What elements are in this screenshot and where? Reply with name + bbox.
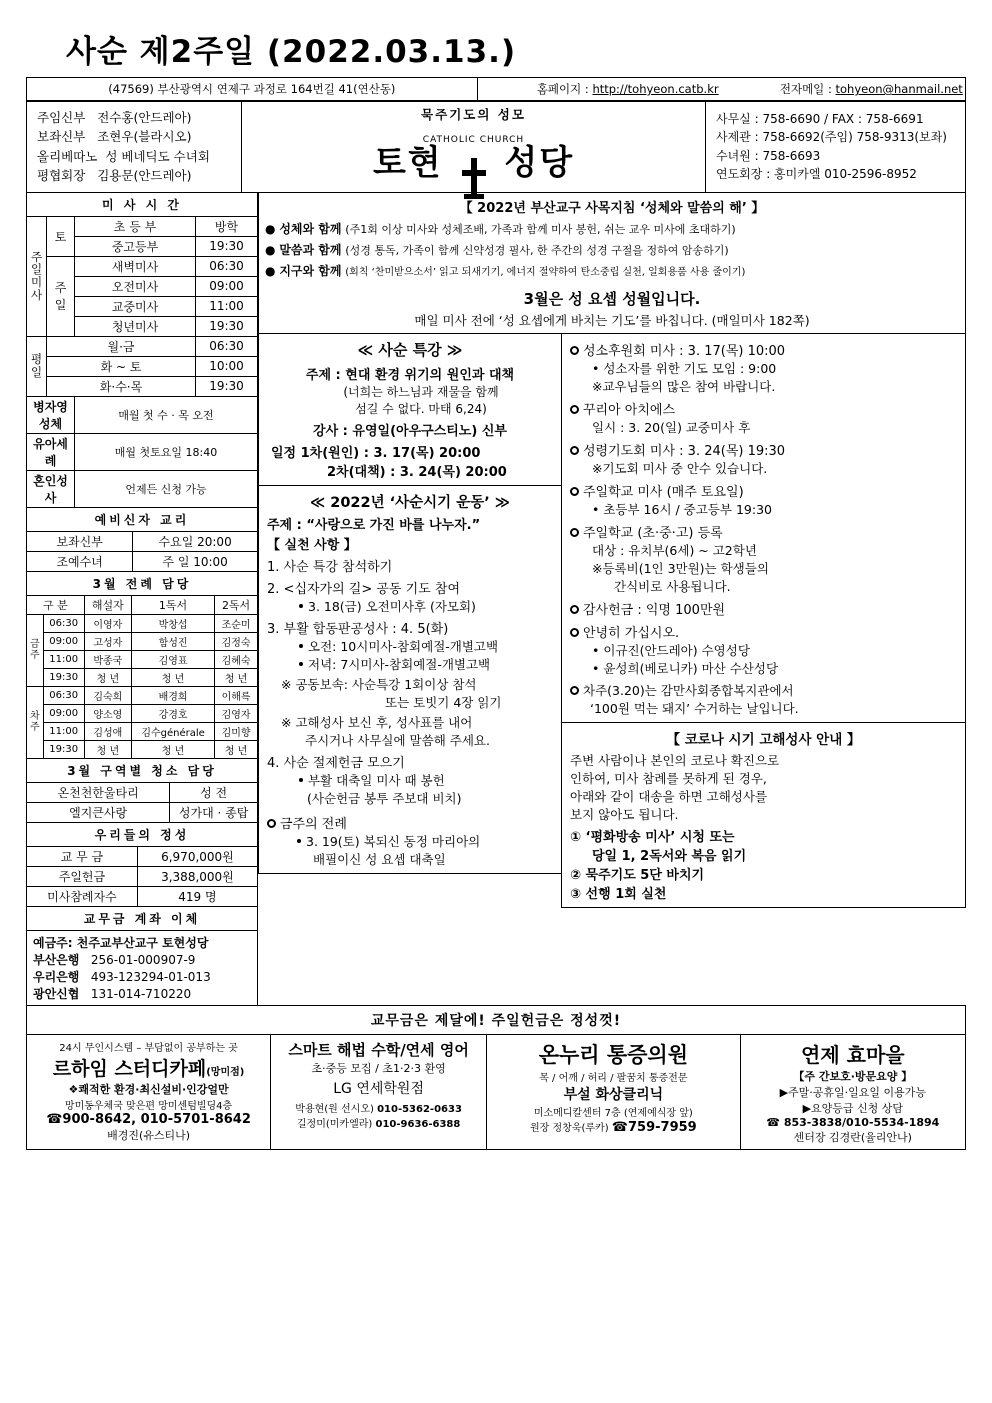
sun-label: 주일: [47, 256, 75, 336]
mass-name: 청년미사: [75, 316, 196, 336]
announcement-sub: 일시 : 3. 20(일) 교중미사 후: [592, 419, 751, 435]
contact-value: 758-6693: [762, 148, 821, 163]
lent-lecture-sched1: 일정 1차(원인) : 3. 17(목) 20:00: [271, 445, 481, 461]
campaign-note: 또는 토빗기 4장 읽기: [385, 694, 502, 710]
mass-time: 09:00: [196, 276, 258, 296]
item-number: ②: [570, 867, 582, 883]
right-column: [258, 193, 966, 1006]
bank-body: [27, 930, 258, 1005]
duty-time: 19:30: [43, 668, 84, 686]
corona-line: 아래와 같이 대송을 하면 고해성사를: [570, 788, 768, 804]
duty-c1: 김숙희: [84, 686, 131, 704]
pastoral-text: (회칙 ‘찬미받으소서’ 읽고 되새기기, 에너지 절약하여 탄소중립 실천, 일회용품 사용 줄이기): [345, 267, 746, 279]
staff-row: [37, 166, 237, 185]
ad-name: 연제 효마을: [801, 1042, 905, 1067]
item-number: ③: [570, 886, 582, 902]
pastoral-item: ● 성체와 함께 (주1회 이상 미사와 성체조배, 가족과 함께 미사 봉헌, 쉬는 교우 미사에 초대하기): [265, 221, 736, 236]
announcement-item: [570, 395, 959, 418]
pastoral-lead: 성체와 함께: [279, 221, 342, 236]
contact-label: 연도회장: [716, 167, 763, 182]
logo-graphic: [245, 135, 702, 189]
announcement-title: 주일학교 미사 (매주 토요일): [583, 484, 744, 500]
banner-table: [26, 1005, 966, 1035]
lent-lecture-quote2: 섬길 수 없다. 마태 6,24): [355, 401, 487, 416]
ad-person: 센터장 김경란(율리안나): [793, 1130, 912, 1144]
col-header: 해설자: [84, 595, 131, 614]
sub-text: 오전: 10시미사-참회예절-개별고백: [308, 638, 499, 654]
lent-campaign-topic: 주제 : “사랑으로 가진 바를 나누자.”: [267, 517, 481, 533]
announcement-title: 성령기도회 미사 : 3. 24(목) 19:30: [583, 443, 786, 459]
duty-c3: 김정숙: [215, 632, 258, 650]
cleaning-zone: 엘지큰사랑: [27, 802, 170, 822]
logo-right-text: 성당: [504, 142, 575, 183]
staff-name: 김용문(안드레아): [97, 168, 192, 184]
ad-contact: [274, 1115, 483, 1130]
ads-table: [26, 1034, 966, 1150]
sat-label: 토: [47, 216, 75, 256]
pastoral-table: [258, 193, 966, 334]
staff-role: 주임신부: [37, 110, 86, 125]
staff-row: [37, 108, 237, 127]
liturgy-duty-head: 3월 전례 담당: [27, 571, 258, 595]
lent-campaign-box: [258, 485, 562, 874]
staff-row: [37, 127, 237, 146]
extra-name: 병자영성체: [27, 396, 75, 433]
duty-time: 11:00: [43, 722, 84, 740]
pastoral-item: ● 지구와 함께 (회칙 ‘찬미받으소서’ 읽고 되새기기, 에너지 절약하여 탄소중립 실천, 일회용품 사용 줄이기): [265, 264, 746, 279]
email-label: 전자메일 :: [779, 82, 832, 96]
ad-name-sub: (망미점): [206, 1066, 245, 1078]
announcement-item: [570, 595, 959, 618]
duty-c2: 청 년: [131, 740, 214, 758]
banner-text: 교무금은 제달에! 주일헌금은 정성껏!: [27, 1005, 966, 1034]
corona-item: [570, 823, 957, 845]
announcement-item: [570, 677, 959, 699]
church-logo: [242, 102, 706, 193]
contact-row: 사제관 : 758-6692(주임) 758-9313(보좌): [716, 130, 947, 145]
announcement-item: [570, 339, 959, 359]
announcement-sub: • 초등부 16시 / 중고등부 19:30: [592, 501, 772, 517]
bank-head: 교무금 계좌 이체: [27, 906, 258, 930]
pastoral-text: (성경 통독, 가족이 함께 신약성경 필사, 한 주간의 성경 구절을 정하여 암송하기): [345, 243, 729, 257]
announcement-item: [570, 518, 959, 541]
extra-name: 혼인성사: [27, 470, 75, 507]
bank-name: 부산은행: [33, 952, 80, 967]
mass-time: 11:00: [196, 296, 258, 316]
bank-number: 493-123294-01-013: [90, 969, 211, 984]
contact-row: 사무실 : 758-6690 / FAX : 758-6691: [716, 111, 924, 126]
announcements-box: [561, 333, 966, 723]
catechumen-value: 주 일 10:00: [133, 551, 258, 571]
masthead: [26, 101, 966, 193]
extra-value: 매월 첫 수 · 목 오전: [75, 396, 258, 433]
contact-row: 수녀원 : 758-6693: [716, 148, 821, 163]
ad-clinic: [487, 1034, 741, 1149]
corona-head: 【 코로나 시기 고해성사 안내 】: [666, 731, 861, 748]
bank-row: [33, 951, 251, 968]
announcements-column: [561, 333, 966, 908]
ad-contact-phone[interactable]: 010-5362-0633: [377, 1103, 462, 1115]
mass-time: 19:30: [196, 236, 258, 256]
campaign-note: ※ 고해성사 보신 후, 성사표를 내어: [281, 714, 473, 730]
announcement-sub: ※등록비(1인 3만원)는 학생들의: [592, 560, 769, 576]
catechumen-head: 예비신자 교리: [27, 507, 258, 531]
announcement-item: [570, 477, 959, 500]
item-text: 부활 합동판공성사 : 4. 5(화): [283, 621, 449, 637]
lent-lecture-box: [258, 333, 562, 486]
offering-value: 419 명: [137, 886, 257, 906]
item-text: <십자가의 길> 공동 기도 참여: [283, 581, 460, 597]
ad-contact-name: 길정미(미카엘라): [296, 1118, 373, 1130]
ad-name-text: 르하임 스터디카페: [52, 1057, 207, 1080]
announcement-title: 감사헌금 : 익명 100만원: [583, 602, 726, 618]
lent-lecture-quote1: (너희는 하느님과 재물을 함께: [343, 384, 499, 399]
practice-item: [267, 575, 553, 597]
logo-left-text: 토현: [372, 142, 443, 183]
ad-line3: 미소메디칼센터 7층 (연제예식장 앞): [533, 1107, 693, 1119]
duty-c2: 김수généralе: [131, 722, 214, 740]
staff-name: 전수홍(안드레아): [97, 110, 192, 125]
contact-label: 수녀원: [716, 148, 751, 163]
practice-sub: [267, 597, 553, 615]
logo-caption: 묵주기도의 성모: [421, 106, 526, 122]
announcement-sub: ※기도회 미사 중 안수 있습니다.: [592, 460, 768, 476]
col-header: 구 분: [27, 595, 85, 614]
bank-name: 우리은행: [33, 969, 80, 984]
announcement-title: 성소후원회 미사 : 3. 17(목) 10:00: [583, 343, 786, 359]
staff-name: 성 베네딕도 수녀회: [105, 148, 210, 164]
ad-line2: LG 연세학원점: [333, 1080, 424, 1097]
practice-sub: [267, 771, 553, 789]
duty-c3: 청 년: [215, 668, 258, 686]
ad-top: 24시 무인시스템 – 부담없이 공부하는 곳: [59, 1042, 238, 1054]
catechumen-name: 조예수녀: [27, 551, 133, 571]
offering-table: [26, 822, 258, 907]
ad-line2: 망미동우체국 맞은편 망미센텀빌딩4층: [64, 1100, 233, 1112]
sub-text: (사순헌금 봉투 주보대 비치): [307, 790, 462, 806]
duty-c1: 청 년: [84, 668, 131, 686]
duty-c3: 청 년: [215, 740, 258, 758]
corona-line: 보지 않아도 됩니다.: [570, 806, 679, 822]
announcement-sub: • 성소자를 위한 기도 모임 : 9:00: [592, 360, 777, 376]
mass-time: 19:30: [196, 316, 258, 336]
email-value[interactable]: tohyeon@hanmail.net: [835, 82, 963, 96]
duty-c2: 김영표: [131, 650, 214, 668]
cleaning-place: 성가대 · 종탑: [170, 802, 258, 822]
month-title: 3월은 성 요셉 성월입니다.: [523, 289, 701, 308]
mass-schedule-table: [26, 193, 258, 508]
mass-schedule-head: 미 사 시 간: [27, 193, 258, 217]
mass-name: 교중미사: [75, 296, 196, 316]
ring-bullet-icon: [570, 446, 579, 455]
contact-list: [706, 102, 966, 193]
practice-sub: [267, 655, 553, 673]
weekday-name: 화 ~ 토: [47, 356, 196, 376]
col-header: 1독서: [131, 595, 214, 614]
corona-item: 당일 1, 2독서와 복음 읽기: [592, 848, 747, 864]
announcement-item: [570, 618, 959, 641]
ring-bullet-icon: [570, 628, 579, 637]
sub-text: 저녁: 7시미사-참회예절-개별고백: [308, 656, 491, 672]
address-bar: [26, 77, 966, 101]
weekday-group-label: 평 일: [27, 336, 47, 396]
ad-line2: ▶주말·공휴일·일요일 이용가능: [779, 1085, 927, 1099]
offering-name: 교 무 금: [27, 846, 138, 866]
ad-study-cafe: [27, 1034, 271, 1149]
extra-value: 언제든 신청 가능: [75, 470, 258, 507]
homepage-label: 홈페이지 :: [536, 82, 589, 96]
weekly-text: 배필이신 성 요셉 대축일: [313, 851, 446, 867]
ad-line2: 부설 화상클리닉: [563, 1086, 664, 1103]
ad-line1: 초·중등 모집 / 초1·2·3 환영: [311, 1061, 446, 1075]
duty-time: 11:00: [43, 650, 84, 668]
practice-head: 【 실천 사항 】: [267, 537, 357, 553]
duty-time: 06:30: [43, 614, 84, 632]
weekday-name: 월·금: [47, 336, 196, 356]
sunday-group-label: 주 일 미 사: [27, 216, 47, 336]
address-text: (47569) 부산광역시 연제구 과정로 164번길 41(연산동): [27, 78, 478, 101]
duty-c1: 박종국: [84, 650, 131, 668]
sub-text: 3. 18(금) 오전미사후 (자모회): [308, 598, 476, 614]
col-header: 2독서: [215, 595, 258, 614]
cleaning-zone: 온천천한울타리: [27, 782, 170, 802]
pastoral-lead: 말씀과 함께: [279, 242, 342, 257]
mass-name: 초 등 부: [75, 216, 196, 236]
mass-time: 방학: [196, 216, 258, 236]
ad-name: 온누리 통증의원: [538, 1042, 688, 1067]
mass-name: 오전미사: [75, 276, 196, 296]
practice-item: [267, 615, 553, 637]
item-text: 사순 절제헌금 모으기: [283, 755, 405, 771]
duty-c1: 김성애: [84, 722, 131, 740]
lent-lecture-speaker: 강사 : 유영일(아우구스티노) 신부: [313, 423, 507, 439]
cleaning-place: 성 전: [170, 782, 258, 802]
corona-item: [570, 864, 957, 883]
announcement-sub: 대상 : 유치부(6세) ~ 고2학년: [592, 542, 757, 558]
duty-c3: 김혜숙: [215, 650, 258, 668]
contact-label: 사제관: [716, 130, 751, 145]
practice-sub: [267, 637, 553, 655]
offering-value: 6,970,000원: [137, 846, 257, 866]
lent-lecture-sched2: 2차(대책) : 3. 24(목) 20:00: [327, 464, 507, 480]
ad-contact: [274, 1100, 483, 1115]
practice-item: [267, 553, 553, 575]
item-number: 4.: [267, 755, 280, 771]
ad-phone[interactable]: ☎ 853-3838/010-5534-1894: [766, 1115, 940, 1129]
duty-c1: 고성자: [84, 632, 131, 650]
ring-bullet-icon: [570, 487, 579, 496]
weekday-time: 19:30: [196, 376, 258, 396]
item-number: 3.: [267, 621, 280, 637]
bank-number: 256-01-000907-9: [90, 952, 196, 967]
pastoral-text: (주1회 이상 미사와 성체조배, 가족과 함께 미사 봉헌, 쉬는 교우 미사에 초대하기): [345, 222, 736, 236]
duty-c2: 청 년: [131, 668, 214, 686]
staff-list: [27, 102, 242, 193]
weekday-name: 화·수·목: [47, 376, 196, 396]
announcement-sub: • 윤성희(베로니카) 마산 수산성당: [592, 660, 779, 676]
account-holder: 예금주: 천주교부산교구 토현성당: [33, 935, 209, 950]
item-text: ‘평화방송 미사’ 시청 또는: [585, 829, 735, 845]
offering-head: 우리들의 정성: [27, 822, 258, 846]
duty-time: 06:30: [43, 686, 84, 704]
cleaning-head: 3월 구역별 청소 담당: [27, 758, 258, 782]
liturgy-duty-table: [26, 571, 258, 759]
duty-c2: 박창섭: [131, 614, 214, 632]
weekday-time: 06:30: [196, 336, 258, 356]
mass-name: 새벽미사: [75, 256, 196, 276]
ad-doctor: 원장 정창욱(루카): [530, 1122, 609, 1134]
ring-bullet-icon: [570, 346, 579, 355]
item-text: 묵주기도 5단 바치기: [585, 867, 705, 883]
main-content: [26, 193, 966, 1006]
announcement-title: 차주(3.20)는 감만사회종합복지관에서: [583, 682, 794, 698]
bank-row: [33, 968, 251, 985]
left-column: [26, 193, 258, 1006]
announcement-title: 꾸리아 아치에스: [583, 402, 676, 418]
duty-c1: 이영자: [84, 614, 131, 632]
staff-row: [37, 147, 237, 166]
item-number: 1.: [267, 559, 280, 575]
weekly-liturgy: [267, 807, 553, 832]
mass-time: 06:30: [196, 256, 258, 276]
item-text: 선행 1회 실천: [585, 886, 667, 902]
campaign-note: 주시거나 사무실에 말씀해 주세요.: [305, 732, 490, 748]
announcement-item: [570, 436, 959, 459]
practice-sub: [267, 789, 553, 807]
duty-c3: 이해륵: [215, 686, 258, 704]
ad-math-english: [271, 1034, 487, 1149]
ad-line1: ❖쾌적한 환경·최신설비·인강얼만: [68, 1082, 229, 1096]
ring-bullet-icon: [570, 405, 579, 414]
group-label: 차 주: [27, 686, 44, 758]
corona-box: [561, 722, 966, 908]
weekday-time: 10:00: [196, 356, 258, 376]
homepage-url[interactable]: http://tohyeon.catb.kr: [592, 82, 719, 96]
bank-number: 131-014-710220: [90, 986, 192, 1001]
lent-lecture-head: ≪ 사순 특강 ≫: [357, 340, 463, 359]
staff-role: 보좌신부: [37, 129, 86, 145]
ring-bullet-icon: [570, 605, 579, 614]
duty-c3: 조순미: [215, 614, 258, 632]
duty-c3: 김영자: [215, 704, 258, 722]
ad-line1: 【주 간보호·방문요양 】: [793, 1069, 913, 1083]
staff-role: 올리베따노: [37, 148, 98, 164]
practice-item: [267, 749, 553, 771]
duty-time: 09:00: [43, 704, 84, 722]
weekly-text: 3. 19(토) 복되신 동정 마리아의: [306, 833, 481, 849]
homepage-cell: [477, 78, 777, 101]
email-cell: [778, 78, 966, 101]
ad-name: [30, 1054, 267, 1081]
announcement-title: 주일학교 (초·중·고) 등록: [583, 525, 723, 541]
duty-c2: 함성진: [131, 632, 214, 650]
pastoral-lead: 지구와 함께: [279, 264, 342, 279]
duty-time: 09:00: [43, 632, 84, 650]
staff-role: 평협회장: [37, 168, 86, 184]
announcement-sub: ※교우님들의 많은 참여 바랍니다.: [592, 378, 776, 394]
logo-arc-text: CATHOLIC CHURCH: [422, 134, 525, 145]
offering-name: 미사참례자수: [27, 886, 138, 906]
item-text: 사순 특강 참석하기: [283, 559, 393, 575]
catechumen-table: [26, 507, 258, 572]
lent-column: [258, 333, 562, 908]
ad-line4: [490, 1119, 737, 1135]
duty-c3: 김미향: [215, 722, 258, 740]
page-title: 사순 제2주일 (2022.03.13.): [66, 34, 517, 70]
month-sub: 매일 미사 전에 ‘성 요셉에게 바치는 기도’를 바칩니다. (매일미사 182쪽): [414, 312, 810, 328]
duty-c1: 양소영: [84, 704, 131, 722]
pastoral-item: ● 말씀과 함께 (성경 통독, 가족이 함께 신약성경 필사, 한 주간의 성경 구절을 정하여 암송하기): [265, 242, 729, 257]
catechumen-value: 수요일 20:00: [133, 531, 258, 551]
announcement-sub: • 이규진(안드레아) 수영성당: [592, 642, 750, 658]
corona-item: [570, 883, 957, 902]
ring-bullet-icon: [570, 686, 579, 695]
ad-person: 배경진(유스티나): [107, 1128, 191, 1142]
ring-bullet-icon: [267, 819, 276, 828]
staff-name: 조현우(블라시오): [97, 129, 192, 145]
weekly-item: [267, 832, 553, 850]
contact-label: 사무실: [716, 111, 751, 126]
contact-value: 홍미카엘 010-2596-8952: [774, 167, 917, 182]
ad-care-center: [740, 1034, 965, 1149]
sub-text: 부활 대축일 미사 때 봉헌: [308, 772, 445, 788]
ad-phone[interactable]: ☎759-7959: [611, 1119, 697, 1135]
offering-value: 3,388,000원: [137, 866, 257, 886]
pastoral-head: 【 2022년 부산교구 사목지침 ‘성체와 말씀의 해’ 】: [459, 200, 765, 216]
duty-time: 19:30: [43, 740, 84, 758]
corona-line: 주변 사람이나 본인의 코로나 확진으로: [570, 752, 780, 768]
group-label: 금 주: [27, 614, 44, 686]
ad-name: 스마트 해법 수학/연세 영어: [288, 1040, 469, 1059]
contact-value: 758-6690 / FAX : 758-6691: [762, 111, 924, 126]
lent-campaign-head: ≪ 2022년 ‘사순시기 운동’ ≫: [310, 494, 510, 511]
announcement-sub: ‘100원 먹는 돼지’ 수거하는 날입니다.: [590, 700, 799, 716]
corona-line: 인하여, 미사 참례를 못하게 된 경우,: [570, 770, 767, 786]
weekly-item: [267, 850, 553, 868]
offering-name: 주일헌금: [27, 866, 138, 886]
ad-contact-name: 박용현(원 선시오): [295, 1103, 374, 1115]
extra-value: 매월 첫토요일 18:40: [75, 433, 258, 470]
item-number: ①: [570, 829, 582, 845]
campaign-note: ※ 공동보속: 사순특강 1회이상 참석: [281, 676, 477, 692]
right-split: [258, 333, 966, 908]
mass-name: 중고등부: [75, 236, 196, 256]
ad-contact-phone[interactable]: 010-9636-6388: [375, 1118, 461, 1130]
extra-name: 유아세례: [27, 433, 75, 470]
duty-c2: 강경호: [131, 704, 214, 722]
announcement-title: 안녕히 가십시오.: [583, 625, 680, 641]
duty-c1: 청 년: [84, 740, 131, 758]
contact-row: 연도회장 : 홍미카엘 010-2596-8952: [716, 167, 917, 182]
ring-bullet-icon: [570, 528, 579, 537]
bank-name: 광안신협: [33, 986, 80, 1001]
item-number: 2.: [267, 581, 280, 597]
contact-value: 758-6692(주임) 758-9313(보좌): [762, 130, 947, 145]
catechumen-name: 보좌신부: [27, 531, 133, 551]
ad-phone[interactable]: ☎900-8642, 010-5701-8642: [46, 1111, 251, 1127]
bank-table: [26, 906, 258, 1006]
lent-lecture-topic: 주제 : 현대 환경 위기의 원인과 대책: [305, 367, 515, 383]
ad-line1: 목 / 어깨 / 허리 / 팔꿈치 통증전문: [539, 1072, 688, 1084]
announcement-sub: 간식비로 사용됩니다.: [614, 578, 731, 594]
ad-line3: ▶요양등급 신청 상담: [802, 1101, 904, 1115]
bank-row: [33, 985, 251, 1002]
weekly-head: 금주의 전례: [280, 816, 347, 832]
duty-c2: 배경희: [131, 686, 214, 704]
cleaning-table: [26, 758, 258, 823]
